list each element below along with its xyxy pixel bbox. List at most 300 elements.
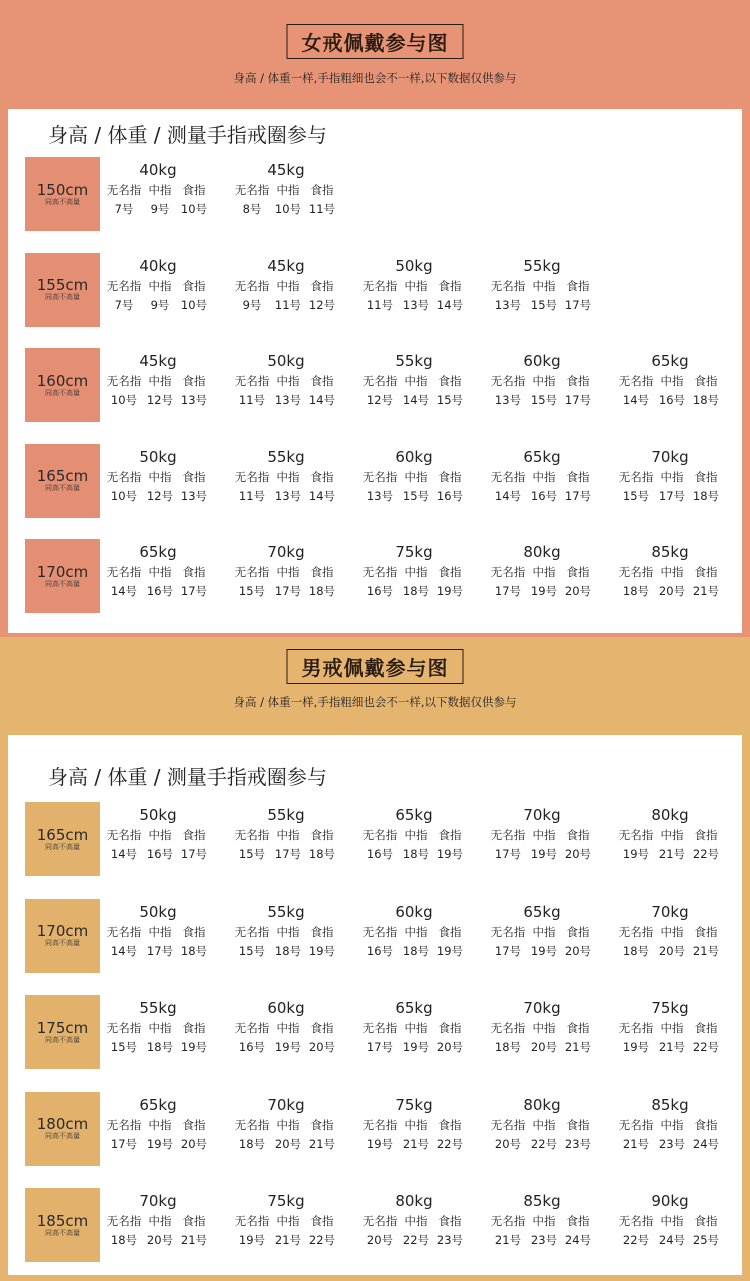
ring-size: 11号: [238, 488, 266, 503]
finger-label: 无名指: [234, 924, 270, 939]
finger-label: 中指: [276, 278, 300, 293]
ring-size: 17号: [180, 584, 208, 598]
ring-size: 16号: [146, 584, 174, 598]
ring-size: 21号: [692, 943, 720, 958]
weight-group: [487, 253, 597, 315]
height-row: [25, 802, 735, 878]
weight-value: 65kg: [523, 902, 561, 921]
women-section: [0, 0, 750, 637]
finger-labels: [231, 1212, 341, 1231]
men-title: 男戒佩戴参与图: [287, 649, 464, 684]
finger-labels: [359, 277, 469, 296]
ring-size: 22号: [692, 1040, 720, 1054]
finger-label: 无名指: [362, 1117, 398, 1132]
ring-size: 19号: [530, 847, 558, 861]
ring-size: 19号: [436, 943, 464, 958]
men-subtitle: 身高 / 体重一样,手指粗细也会不一样,以下数据仅供参与: [233, 695, 517, 709]
weight-value: 45kg: [139, 352, 177, 370]
finger-labels: [487, 468, 597, 487]
ring-size: 20号: [564, 943, 592, 958]
finger-label: 中指: [276, 374, 300, 388]
finger-label: 食指: [310, 1021, 334, 1035]
ring-size: 21号: [402, 1136, 430, 1151]
finger-labels: [487, 826, 597, 845]
weight-group: [103, 157, 213, 219]
finger-label: 无名指: [234, 1021, 270, 1035]
ring-size: 11号: [238, 393, 266, 407]
weight-value: 55kg: [395, 352, 433, 370]
ring-size: 20号: [308, 1040, 336, 1054]
finger-label: 食指: [694, 374, 718, 388]
ring-size: 23号: [564, 1136, 592, 1151]
finger-labels: [615, 468, 725, 487]
ring-size: 22号: [622, 1233, 650, 1247]
ring-sizes: [103, 487, 213, 506]
finger-label: 食指: [310, 565, 334, 579]
finger-label: 食指: [310, 1117, 334, 1132]
finger-labels: [103, 277, 213, 296]
ring-size: 13号: [366, 488, 394, 503]
weight-group: [359, 1188, 469, 1250]
ring-sizes: [487, 582, 597, 601]
weight-value: 75kg: [267, 1192, 305, 1210]
ring-sizes: [487, 391, 597, 410]
finger-labels: [231, 1116, 341, 1135]
ring-size: 22号: [402, 1233, 430, 1247]
finger-label: 无名指: [106, 1117, 142, 1132]
ring-size: 18号: [692, 393, 720, 407]
finger-label: 无名指: [234, 1214, 270, 1228]
finger-label: 无名指: [234, 565, 270, 579]
ring-sizes: [487, 1038, 597, 1057]
weight-value: 60kg: [523, 352, 561, 370]
weight-group: [615, 1092, 725, 1154]
height-note: 同高不高量: [45, 1035, 80, 1044]
ring-size: 19号: [402, 1040, 430, 1054]
ring-size: 11号: [308, 202, 336, 216]
weight-group: [359, 802, 469, 864]
finger-label: 食指: [182, 1117, 206, 1132]
ring-size: 13号: [180, 393, 208, 407]
height-note: 同高不高量: [45, 1132, 80, 1140]
finger-label: 无名指: [490, 1214, 526, 1228]
weight-value: 70kg: [523, 806, 561, 824]
height-box: [25, 1188, 100, 1262]
ring-size: 14号: [436, 297, 464, 312]
height-box: [25, 802, 100, 876]
ring-size: 10号: [110, 488, 138, 503]
ring-size: 17号: [564, 488, 592, 503]
weight-group: [231, 539, 341, 601]
finger-label: 食指: [694, 1214, 718, 1228]
weight-group: [615, 995, 725, 1057]
finger-label: 中指: [148, 1021, 172, 1035]
ring-size: 18号: [308, 584, 336, 598]
finger-label: 食指: [182, 469, 206, 484]
women-subtitle: 身高 / 体重一样,手指粗细也会不一样,以下数据仅供参与: [233, 71, 517, 85]
finger-label: 中指: [660, 1021, 684, 1035]
finger-label: 无名指: [106, 469, 142, 484]
ring-sizes: [231, 200, 341, 219]
weight-value: 45kg: [267, 161, 305, 179]
height-note: 同高不高量: [45, 484, 80, 492]
finger-label: 中指: [404, 1214, 428, 1228]
finger-label: 食指: [310, 374, 334, 388]
weight-value: 65kg: [139, 1095, 177, 1114]
finger-labels: [103, 923, 213, 942]
ring-sizes: [359, 1231, 469, 1250]
ring-size: 13号: [274, 488, 302, 503]
ring-sizes: [615, 487, 725, 506]
ring-size: 21号: [274, 1233, 302, 1247]
ring-size: 21号: [308, 1136, 336, 1151]
ring-size: 16号: [436, 488, 464, 503]
ring-sizes: [615, 1231, 725, 1250]
finger-labels: [359, 923, 469, 942]
finger-label: 中指: [532, 469, 556, 484]
weight-value: 65kg: [395, 999, 433, 1017]
ring-size: 17号: [180, 847, 208, 861]
finger-label: 食指: [310, 469, 334, 484]
ring-size: 17号: [274, 584, 302, 598]
weight-group: [231, 348, 341, 410]
height-value: 155cm: [36, 276, 89, 294]
weight-group: [359, 444, 469, 506]
finger-labels: [487, 1116, 597, 1135]
weight-group: [103, 539, 213, 601]
finger-label: 无名指: [490, 278, 526, 293]
ring-size: 21号: [658, 847, 686, 861]
height-box: [25, 253, 100, 327]
weight-value: 40kg: [139, 256, 177, 275]
finger-label: 无名指: [106, 565, 142, 579]
ring-size: 13号: [494, 297, 522, 312]
weight-group: [231, 253, 341, 315]
ring-size: 19号: [274, 1040, 302, 1054]
finger-label: 食指: [182, 1214, 206, 1228]
finger-labels: [615, 826, 725, 845]
ring-size: 17号: [494, 847, 522, 861]
finger-label: 食指: [694, 1117, 718, 1132]
finger-label: 无名指: [362, 1214, 398, 1228]
finger-label: 无名指: [618, 1117, 654, 1132]
weight-group: [103, 1188, 213, 1250]
finger-label: 中指: [148, 374, 172, 388]
finger-labels: [103, 563, 213, 582]
ring-size: 11号: [366, 297, 394, 312]
finger-label: 中指: [660, 469, 684, 484]
finger-label: 无名指: [106, 924, 142, 939]
finger-labels: [231, 181, 341, 200]
finger-label: 无名指: [234, 469, 270, 484]
ring-size: 18号: [622, 584, 650, 598]
weight-value: 80kg: [523, 543, 561, 561]
finger-label: 中指: [148, 565, 172, 579]
men-section: [0, 637, 750, 1281]
ring-size: 23号: [530, 1233, 558, 1247]
finger-label: 无名指: [618, 1214, 654, 1228]
finger-label: 食指: [694, 469, 718, 484]
finger-label: 食指: [310, 924, 334, 939]
finger-label: 中指: [660, 1117, 684, 1132]
ring-size: 20号: [436, 1040, 464, 1054]
ring-sizes: [615, 942, 725, 961]
weight-group: [615, 348, 725, 410]
weight-group: [231, 1092, 341, 1154]
ring-size: 10号: [180, 297, 208, 312]
ring-size: 8号: [242, 202, 262, 216]
ring-size: 15号: [402, 488, 430, 503]
ring-size: 15号: [238, 943, 266, 958]
finger-label: 食指: [566, 828, 590, 842]
ring-size: 22号: [436, 1136, 464, 1151]
finger-label: 无名指: [234, 278, 270, 293]
women-panel: [8, 109, 742, 633]
ring-size: 12号: [366, 393, 394, 407]
finger-label: 无名指: [362, 278, 398, 293]
height-value: 185cm: [36, 1211, 89, 1230]
weight-value: 70kg: [267, 543, 305, 561]
finger-label: 中指: [148, 924, 172, 939]
ring-size: 16号: [658, 393, 686, 407]
ring-size: 10号: [274, 202, 302, 216]
height-row: [25, 539, 735, 615]
finger-label: 食指: [182, 924, 206, 939]
ring-size: 9号: [150, 297, 170, 312]
weight-value: 55kg: [267, 447, 305, 466]
ring-size: 24号: [564, 1233, 592, 1247]
height-value: 180cm: [36, 1115, 89, 1133]
finger-label: 无名指: [234, 1117, 270, 1132]
ring-size: 17号: [658, 488, 686, 503]
weight-group: [615, 1188, 725, 1250]
ring-size: 19号: [436, 847, 464, 861]
weight-group: [487, 348, 597, 410]
ring-sizes: [103, 1231, 213, 1250]
ring-sizes: [231, 582, 341, 601]
ring-sizes: [615, 582, 725, 601]
finger-label: 中指: [532, 565, 556, 579]
weight-value: 80kg: [651, 806, 689, 824]
ring-sizes: [359, 391, 469, 410]
ring-size: 13号: [274, 393, 302, 407]
finger-label: 无名指: [362, 565, 398, 579]
finger-label: 食指: [438, 278, 462, 293]
finger-label: 中指: [532, 924, 556, 939]
ring-size: 16号: [238, 1040, 266, 1054]
height-value: 175cm: [36, 1018, 89, 1037]
ring-size: 14号: [110, 943, 138, 958]
finger-labels: [103, 1116, 213, 1135]
ring-size: 7号: [114, 297, 134, 312]
finger-label: 食指: [310, 1214, 334, 1228]
ring-size: 21号: [692, 584, 720, 598]
finger-label: 食指: [438, 1214, 462, 1228]
ring-size: 21号: [180, 1233, 208, 1247]
finger-label: 无名指: [362, 469, 398, 484]
finger-label: 中指: [276, 828, 300, 842]
ring-size: 13号: [494, 393, 522, 407]
finger-label: 中指: [404, 278, 428, 293]
finger-label: 中指: [660, 1214, 684, 1228]
weight-group: [615, 444, 725, 506]
weight-value: 75kg: [651, 999, 689, 1017]
weight-group: [359, 995, 469, 1057]
finger-label: 无名指: [234, 183, 270, 197]
finger-label: 无名指: [618, 828, 654, 842]
ring-size: 20号: [658, 943, 686, 958]
height-box: [25, 995, 100, 1069]
finger-label: 中指: [404, 1117, 428, 1132]
ring-sizes: [231, 845, 341, 864]
finger-labels: [615, 372, 725, 391]
ring-size: 12号: [146, 393, 174, 407]
finger-labels: [359, 1212, 469, 1231]
weight-group: [231, 802, 341, 864]
finger-label: 食指: [694, 924, 718, 939]
ring-size: 20号: [658, 584, 686, 598]
ring-size: 19号: [622, 847, 650, 861]
ring-size: 16号: [530, 488, 558, 503]
finger-label: 食指: [566, 374, 590, 388]
weight-value: 55kg: [267, 806, 305, 824]
men-panel: [8, 735, 742, 1275]
finger-label: 中指: [276, 469, 300, 484]
finger-label: 中指: [404, 469, 428, 484]
ring-sizes: [487, 1231, 597, 1250]
weight-group: [103, 1092, 213, 1154]
weight-group: [359, 253, 469, 315]
finger-label: 中指: [148, 183, 172, 197]
weight-value: 90kg: [651, 1192, 689, 1210]
finger-label: 中指: [404, 1021, 428, 1035]
ring-size: 22号: [530, 1136, 558, 1151]
ring-size: 20号: [146, 1233, 174, 1247]
finger-labels: [231, 468, 341, 487]
finger-labels: [487, 923, 597, 942]
weight-group: [487, 444, 597, 506]
ring-sizes: [231, 487, 341, 506]
weight-group: [359, 1092, 469, 1154]
ring-sizes: [231, 942, 341, 961]
finger-label: 中指: [148, 278, 172, 293]
weight-value: 80kg: [395, 1192, 433, 1210]
weight-group: [359, 539, 469, 601]
weight-group: [359, 899, 469, 961]
ring-sizes: [359, 582, 469, 601]
finger-labels: [615, 923, 725, 942]
height-row: [25, 348, 735, 424]
ring-size: 12号: [146, 488, 174, 503]
weight-value: 40kg: [139, 161, 177, 179]
weight-value: 65kg: [523, 447, 561, 466]
weight-value: 65kg: [139, 543, 177, 561]
finger-label: 无名指: [490, 924, 526, 939]
ring-size: 14号: [308, 488, 336, 503]
finger-label: 食指: [566, 924, 590, 939]
weight-value: 65kg: [651, 352, 689, 370]
ring-size: 7号: [114, 202, 134, 216]
height-value: 160cm: [36, 371, 89, 390]
ring-sizes: [487, 296, 597, 315]
weight-value: 50kg: [139, 902, 177, 921]
ring-size: 17号: [274, 847, 302, 861]
ring-sizes: [615, 1038, 725, 1057]
ring-size: 17号: [564, 297, 592, 312]
ring-size: 14号: [402, 393, 430, 407]
ring-sizes: [359, 1038, 469, 1057]
finger-labels: [103, 1019, 213, 1038]
ring-size: 18号: [692, 488, 720, 503]
finger-label: 食指: [310, 183, 334, 197]
finger-labels: [615, 1019, 725, 1038]
weight-group: [487, 539, 597, 601]
ring-size: 18号: [402, 943, 430, 958]
ring-sizes: [487, 845, 597, 864]
height-value: 165cm: [36, 467, 89, 485]
finger-label: 中指: [148, 828, 172, 842]
weight-value: 70kg: [267, 1095, 305, 1114]
ring-size: 19号: [622, 1040, 650, 1054]
finger-label: 无名指: [362, 924, 398, 939]
finger-label: 中指: [276, 1117, 300, 1132]
ring-size: 18号: [110, 1233, 138, 1247]
ring-sizes: [231, 296, 341, 315]
ring-size: 15号: [110, 1040, 138, 1054]
ring-size: 19号: [238, 1233, 266, 1247]
women-title: 女戒佩戴参与图: [287, 24, 464, 59]
ring-size: 16号: [366, 584, 394, 598]
height-box: [25, 348, 100, 422]
finger-label: 中指: [276, 1214, 300, 1228]
ring-size: 19号: [146, 1136, 174, 1151]
finger-label: 无名指: [618, 469, 654, 484]
ring-size: 17号: [146, 943, 174, 958]
weight-value: 80kg: [523, 1095, 561, 1114]
ring-size: 16号: [366, 847, 394, 861]
finger-labels: [231, 372, 341, 391]
weight-value: 60kg: [395, 447, 433, 466]
weight-group: [487, 1188, 597, 1250]
ring-sizes: [103, 296, 213, 315]
finger-label: 中指: [532, 278, 556, 293]
finger-label: 食指: [182, 565, 206, 579]
ring-size: 20号: [274, 1136, 302, 1151]
finger-label: 中指: [404, 828, 428, 842]
finger-labels: [487, 1212, 597, 1231]
finger-labels: [359, 372, 469, 391]
finger-label: 食指: [310, 828, 334, 842]
finger-label: 食指: [182, 828, 206, 842]
ring-size: 17号: [110, 1136, 138, 1151]
height-box: [25, 444, 100, 518]
ring-size: 18号: [308, 847, 336, 861]
finger-label: 食指: [566, 1021, 590, 1035]
finger-label: 无名指: [490, 1021, 526, 1035]
ring-size: 17号: [494, 943, 522, 958]
ring-size: 15号: [238, 584, 266, 598]
weight-value: 75kg: [395, 1095, 433, 1114]
weight-group: [103, 995, 213, 1057]
finger-labels: [487, 277, 597, 296]
ring-sizes: [103, 391, 213, 410]
finger-label: 食指: [694, 1021, 718, 1035]
ring-size: 19号: [530, 584, 558, 598]
finger-label: 中指: [532, 1214, 556, 1228]
height-note: 同高不高量: [45, 293, 80, 301]
ring-size: 18号: [402, 847, 430, 861]
weight-value: 55kg: [267, 902, 305, 921]
